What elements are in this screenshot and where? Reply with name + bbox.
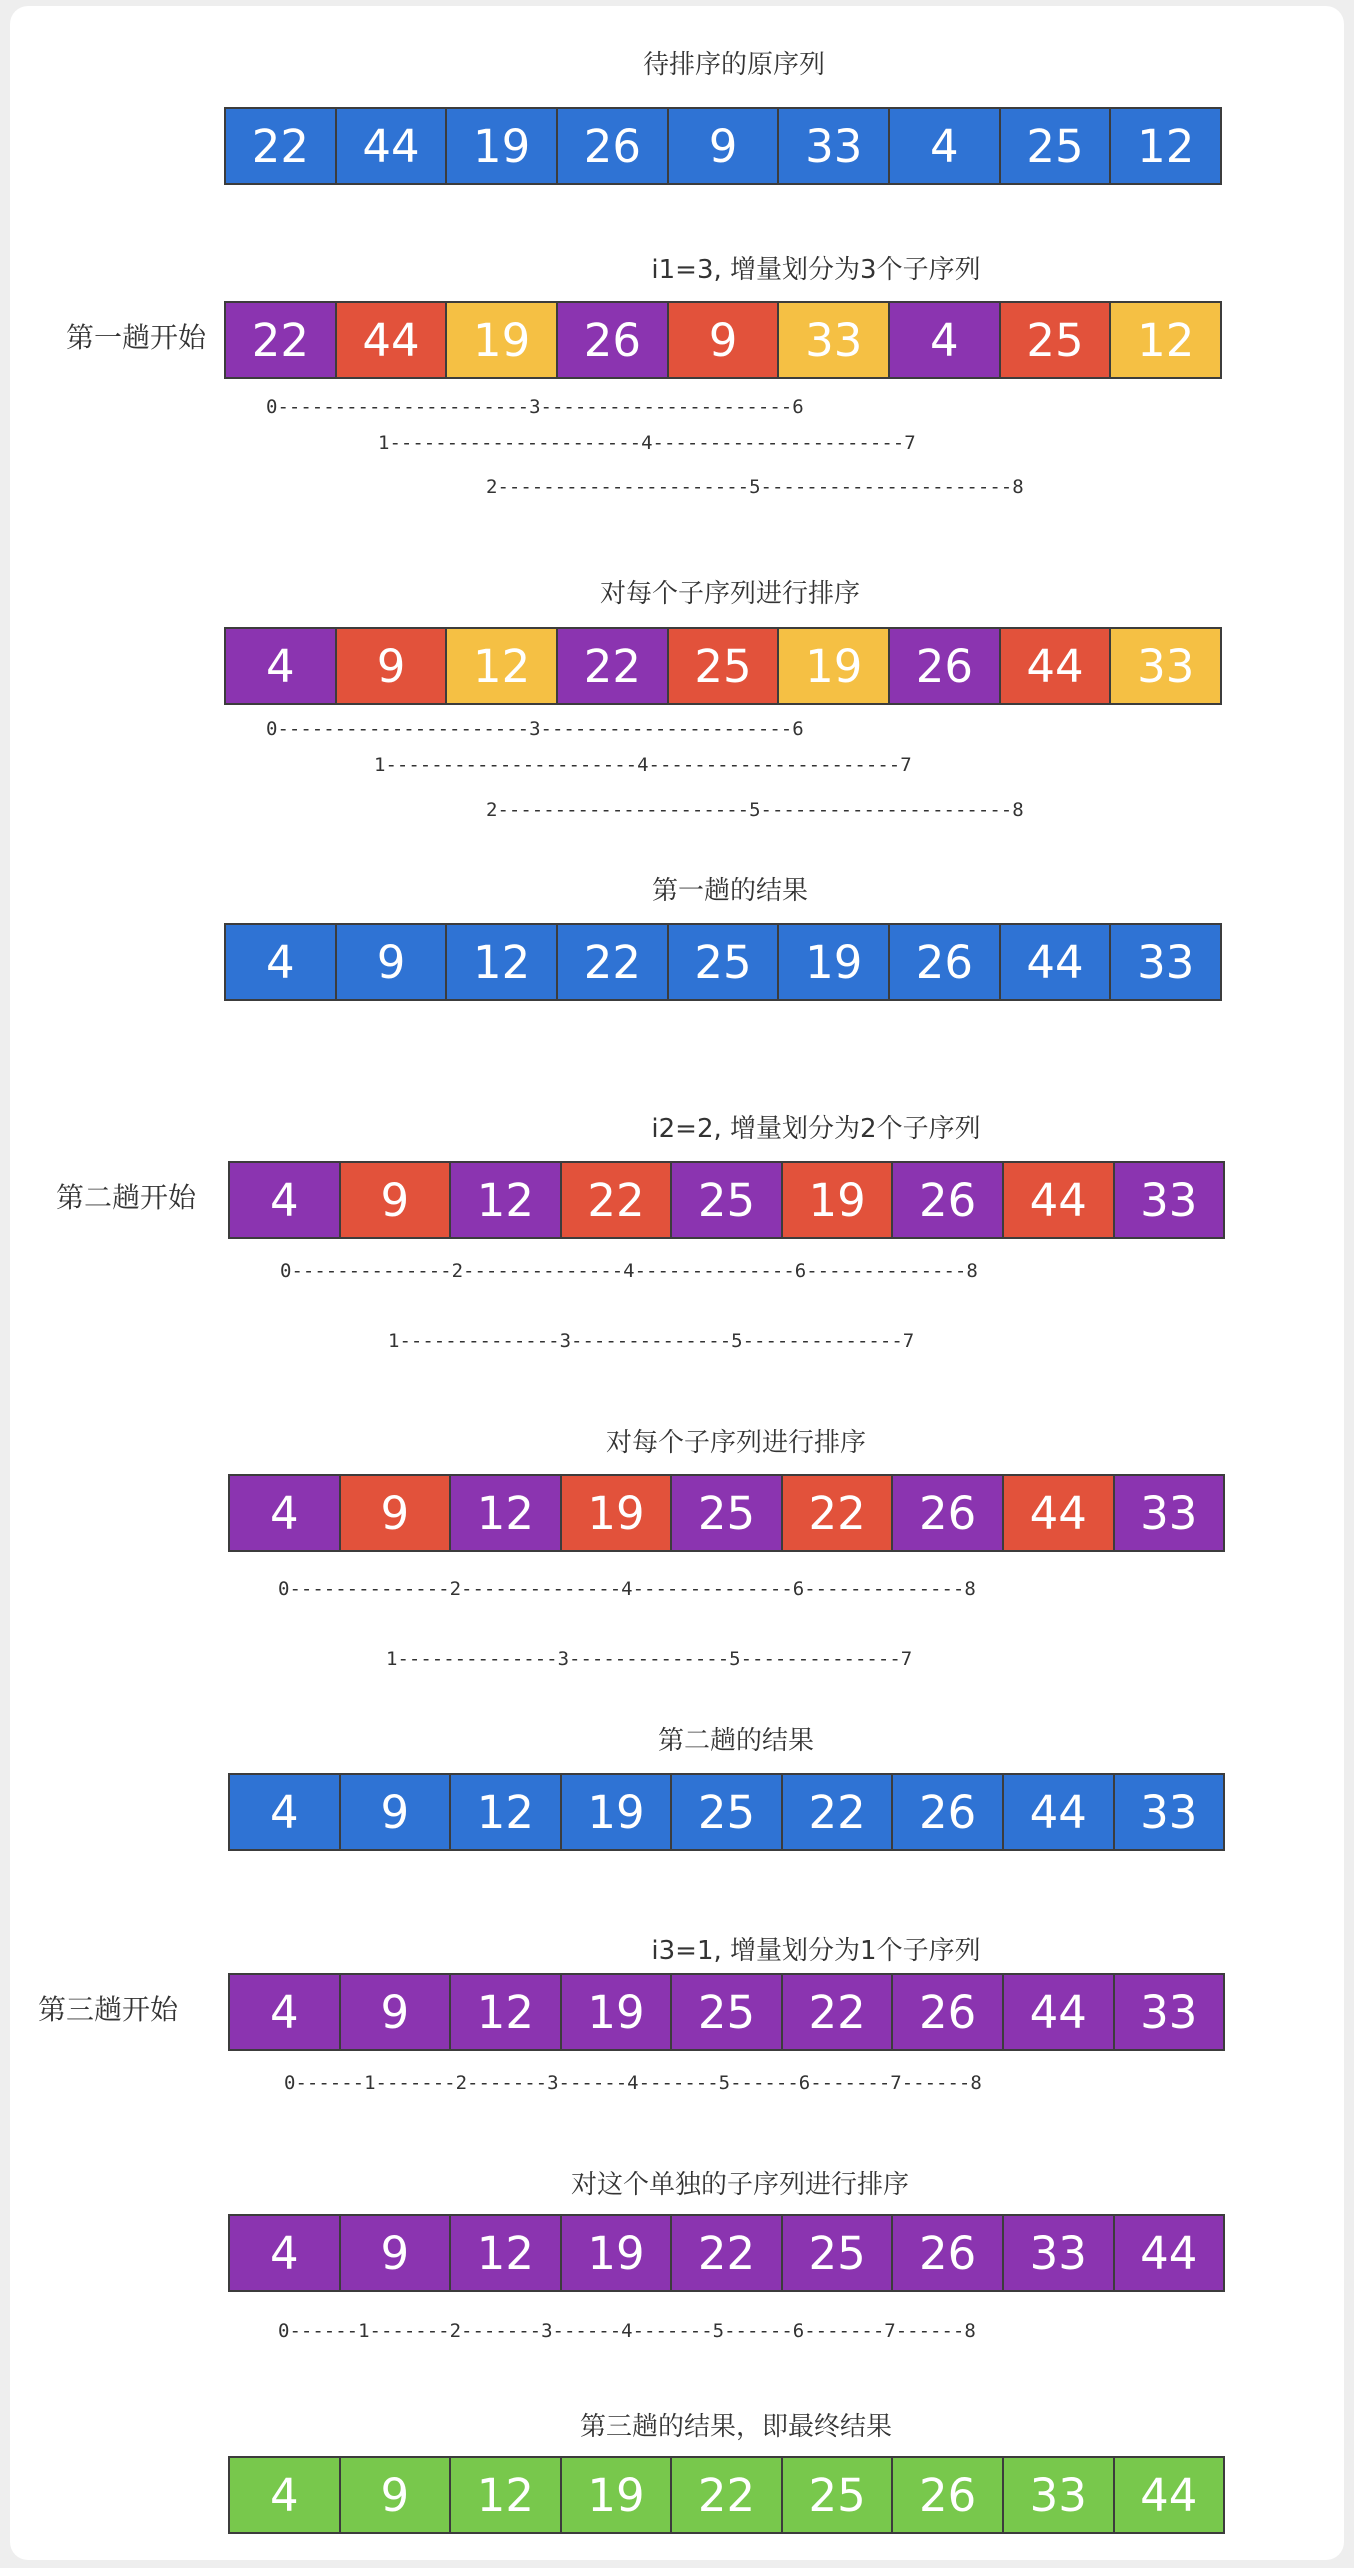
pass1-result-array: [224, 923, 1222, 1001]
array-cell-2: 12: [451, 2216, 562, 2290]
array-cell-7: 25: [1001, 303, 1112, 377]
array-cell-4: 22: [672, 2458, 783, 2532]
array-cell-2: 19: [447, 109, 558, 183]
array-cell-4: 25: [672, 1476, 783, 1550]
array-cell-3: 22: [558, 925, 669, 999]
array-cell-8: 33: [1111, 925, 1220, 999]
array-cell-4: 25: [669, 925, 780, 999]
array-cell-6: 26: [890, 629, 1001, 703]
array-cell-0: 22: [226, 109, 337, 183]
pass3-start-subsequence-index-0: 0------1-------2-------3------4-------5------6-------7------8: [284, 2072, 982, 2094]
array-cell-7: 44: [1004, 1476, 1115, 1550]
array-cell-3: 22: [558, 629, 669, 703]
array-cell-2: 12: [451, 2458, 562, 2532]
pass1-sorted-subsequence-index-0: 0----------------------3----------------------6: [266, 718, 804, 740]
array-cell-8: 33: [1115, 1163, 1224, 1237]
pass3-start-array: [228, 1973, 1225, 2051]
array-cell-2: 12: [447, 629, 558, 703]
pass3-start-side-label: 第三趟开始: [38, 1993, 179, 2026]
array-cell-6: 26: [890, 925, 1001, 999]
array-cell-1: 9: [337, 925, 448, 999]
array-cell-6: 4: [890, 109, 1001, 183]
array-cell-3: 19: [562, 2458, 673, 2532]
array-cell-6: 26: [893, 1975, 1004, 2049]
array-cell-7: 44: [1004, 1775, 1115, 1849]
array-cell-5: 33: [779, 303, 890, 377]
array-cell-7: 44: [1004, 1975, 1115, 2049]
array-cell-6: 26: [893, 1476, 1004, 1550]
array-cell-1: 9: [341, 1775, 452, 1849]
pass1-sorted-subsequence-index-1: 1----------------------4----------------------7: [374, 754, 912, 776]
array-cell-1: 9: [341, 2216, 452, 2290]
array-cell-7: 33: [1004, 2458, 1115, 2532]
array-cell-8: 33: [1115, 1975, 1224, 2049]
array-cell-4: 25: [672, 1775, 783, 1849]
array-cell-0: 22: [226, 303, 337, 377]
array-cell-8: 12: [1111, 109, 1220, 183]
array-cell-7: 25: [1001, 109, 1112, 183]
pass2-result-array: [228, 1773, 1225, 1851]
array-cell-0: 4: [226, 629, 337, 703]
pass2-start-title: i2=2, 增量划分为2个子序列: [651, 1114, 981, 1144]
array-cell-5: 19: [783, 1163, 894, 1237]
array-cell-6: 4: [890, 303, 1001, 377]
array-cell-5: 33: [779, 109, 890, 183]
array-cell-1: 9: [341, 2458, 452, 2532]
array-cell-3: 19: [562, 1775, 673, 1849]
array-cell-8: 33: [1111, 629, 1220, 703]
array-cell-4: 25: [672, 1163, 783, 1237]
array-cell-0: 4: [230, 2216, 341, 2290]
array-cell-2: 19: [447, 303, 558, 377]
pass2-start-subsequence-index-1: 1--------------3--------------5--------------7: [388, 1330, 915, 1352]
pass2-sorted-subsequence-index-0: 0--------------2--------------4--------------6--------------8: [278, 1578, 976, 1600]
array-cell-7: 44: [1004, 1163, 1115, 1237]
array-cell-3: 26: [558, 303, 669, 377]
pass2-sorted-subsequence-index-1: 1--------------3--------------5--------------7: [386, 1648, 913, 1670]
pass1-start-array: [224, 301, 1222, 379]
array-cell-4: 25: [672, 1975, 783, 2049]
array-cell-5: 25: [783, 2458, 894, 2532]
array-cell-6: 26: [893, 1163, 1004, 1237]
array-cell-3: 19: [562, 1975, 673, 2049]
array-cell-1: 9: [341, 1163, 452, 1237]
pass3-sorted-array: [228, 2214, 1225, 2292]
array-cell-0: 4: [230, 2458, 341, 2532]
array-cell-8: 12: [1111, 303, 1220, 377]
array-cell-2: 12: [451, 1476, 562, 1550]
pass1-sorted-array: [224, 627, 1222, 705]
pass2-sorted-array: [228, 1474, 1225, 1552]
pass1-start-subsequence-index-2: 2----------------------5----------------------8: [486, 476, 1024, 498]
pass1-start-subsequence-index-0: 0----------------------3----------------------6: [266, 396, 804, 418]
array-cell-5: 22: [783, 1975, 894, 2049]
pass2-result-title: 第二趟的结果: [657, 1726, 815, 1756]
array-cell-8: 44: [1115, 2458, 1224, 2532]
pass1-sorted-subsequence-index-2: 2----------------------5----------------------8: [486, 799, 1024, 821]
array-cell-1: 44: [337, 303, 448, 377]
array-cell-1: 9: [341, 1476, 452, 1550]
array-cell-6: 26: [893, 2458, 1004, 2532]
array-cell-4: 25: [669, 629, 780, 703]
pass3-sorted-subsequence-index-0: 0------1-------2-------3------4-------5------6-------7------8: [278, 2320, 976, 2342]
array-cell-2: 12: [451, 1163, 562, 1237]
pass2-sorted-title: 对每个子序列进行排序: [605, 1428, 867, 1458]
array-cell-2: 12: [451, 1775, 562, 1849]
pass1-start-subsequence-index-1: 1----------------------4----------------------7: [378, 432, 916, 454]
array-cell-0: 4: [230, 1975, 341, 2049]
pass2-start-side-label: 第二趟开始: [56, 1181, 197, 1214]
array-cell-8: 44: [1115, 2216, 1224, 2290]
array-cell-5: 22: [783, 1476, 894, 1550]
array-cell-4: 9: [669, 303, 780, 377]
array-cell-8: 33: [1115, 1775, 1224, 1849]
array-cell-6: 26: [893, 1775, 1004, 1849]
array-cell-2: 12: [447, 925, 558, 999]
array-cell-1: 44: [337, 109, 448, 183]
array-cell-0: 4: [226, 925, 337, 999]
array-cell-1: 9: [337, 629, 448, 703]
pass2-start-subsequence-index-0: 0--------------2--------------4--------------6--------------8: [280, 1260, 978, 1282]
array-cell-6: 26: [893, 2216, 1004, 2290]
pass2-start-array: [228, 1161, 1225, 1239]
array-cell-5: 19: [779, 925, 890, 999]
array-cell-8: 33: [1115, 1476, 1224, 1550]
array-cell-2: 12: [451, 1975, 562, 2049]
array-cell-3: 26: [558, 109, 669, 183]
pass1-result-title: 第一趟的结果: [651, 876, 809, 906]
pass1-start-side-label: 第一趟开始: [66, 321, 207, 354]
diagram-canvas: [10, 6, 1344, 2560]
final-result-title: 第三趟的结果，即最终结果: [579, 2412, 893, 2442]
array-cell-3: 22: [562, 1163, 673, 1237]
array-cell-4: 22: [672, 2216, 783, 2290]
array-cell-5: 22: [783, 1775, 894, 1849]
array-cell-0: 4: [230, 1163, 341, 1237]
array-cell-1: 9: [341, 1975, 452, 2049]
array-cell-0: 4: [230, 1476, 341, 1550]
array-cell-3: 19: [562, 1476, 673, 1550]
array-cell-5: 25: [783, 2216, 894, 2290]
array-cell-7: 33: [1004, 2216, 1115, 2290]
array-cell-0: 4: [230, 1775, 341, 1849]
array-cell-5: 19: [779, 629, 890, 703]
original-array: [224, 107, 1222, 185]
pass1-start-title: i1=3, 增量划分为3个子序列: [651, 255, 981, 285]
array-cell-3: 19: [562, 2216, 673, 2290]
array-cell-4: 9: [669, 109, 780, 183]
pass1-sorted-title: 对每个子序列进行排序: [599, 579, 861, 609]
array-cell-7: 44: [1001, 925, 1112, 999]
pass3-start-title: i3=1, 增量划分为1个子序列: [651, 1936, 981, 1966]
final-result-array: [228, 2456, 1225, 2534]
original-title: 待排序的原序列: [642, 50, 826, 80]
pass3-sorted-title: 对这个单独的子序列进行排序: [570, 2170, 910, 2200]
array-cell-7: 44: [1001, 629, 1112, 703]
